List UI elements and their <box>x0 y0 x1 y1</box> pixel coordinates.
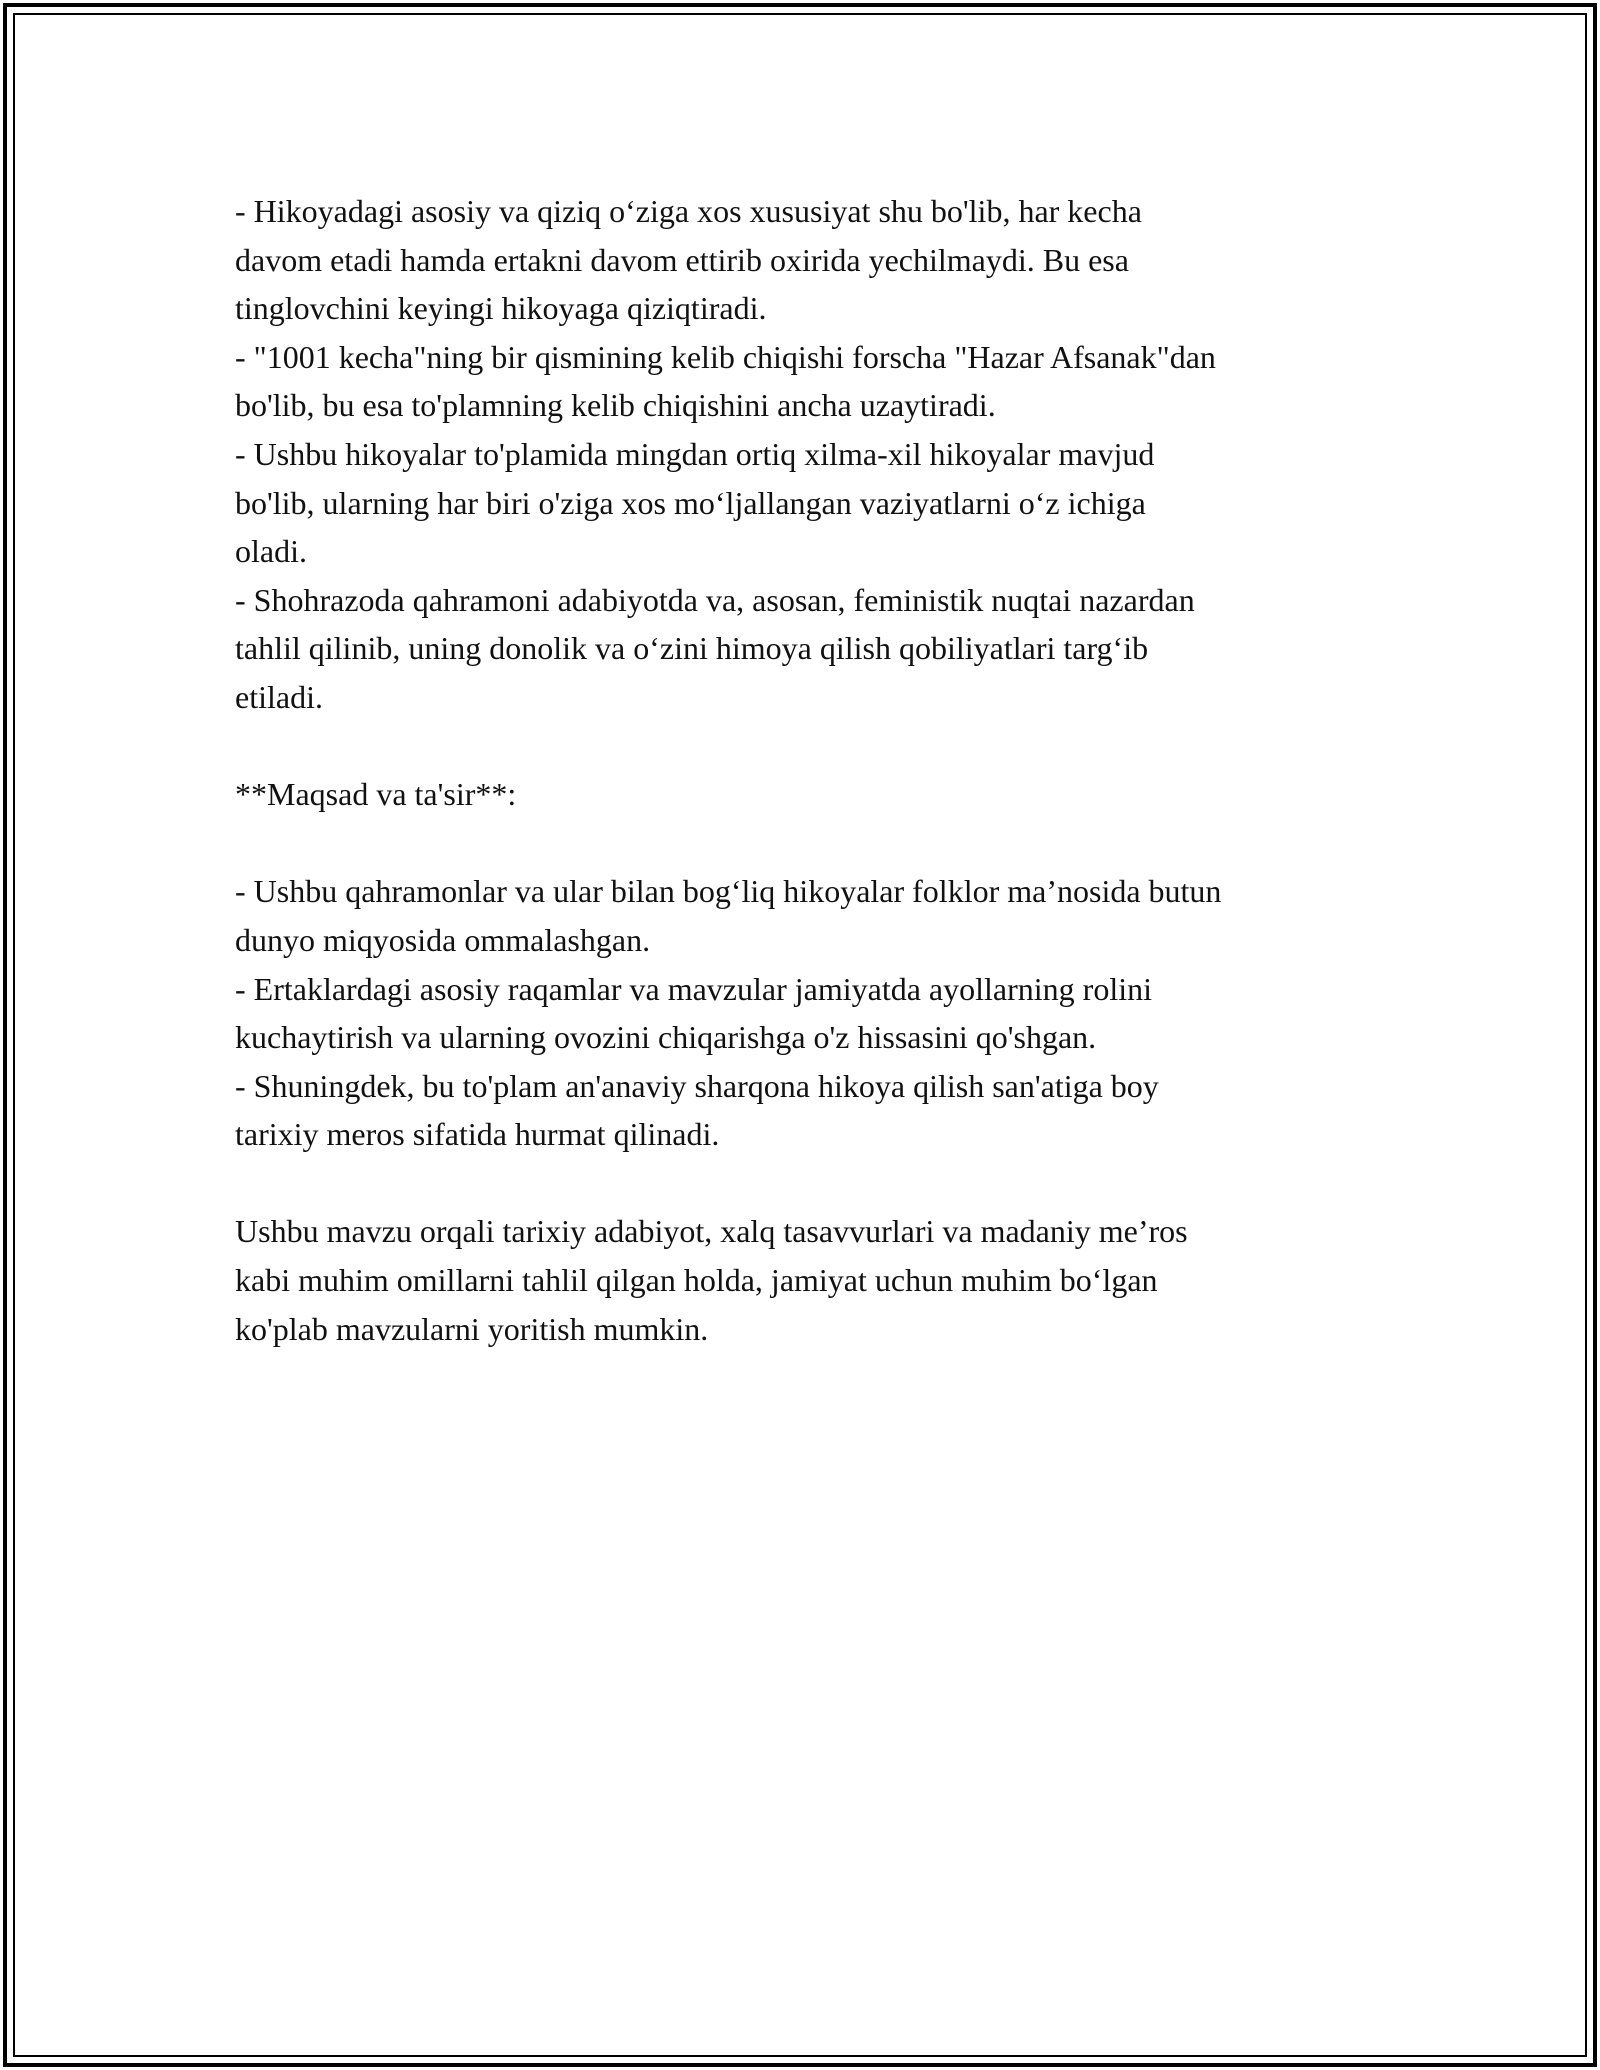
text-line: kuchaytirish va ularning ovozini chiqarishga o'z hissasini qo'shgan. <box>235 1019 1097 1056</box>
text-line: ko'plab mavzularni yoritish mumkin. <box>235 1310 709 1347</box>
section-heading <box>235 770 1375 819</box>
text-line: - Shohrazoda qahramoni adabiyotda va, asosan, feministik nuqtai nazardan <box>235 581 1195 618</box>
text-line: - "1001 kecha"ning bir qismining kelib chiqishi forscha "Hazar Afsanak"dan <box>235 338 1216 375</box>
text-line: oladi. <box>235 533 307 570</box>
text-line: - Ushbu qahramonlar va ular bilan bog‘liq hikoyalar folklor ma’nosida butun <box>235 873 1222 910</box>
text-line: tahlil qilinib, uning donolik va o‘zini himoya qilish qobiliyatlari targ‘ib <box>235 630 1149 667</box>
blank-line <box>235 819 1375 868</box>
text-line: dunyo miqyosida ommalashgan. <box>235 921 651 958</box>
text-line: davom etadi hamda ertakni davom ettirib oxirida yechilmaydi. Bu esa <box>235 241 1129 278</box>
text-line: tinglovchini keyingi hikoyaga qiziqtiradi. <box>235 290 767 327</box>
blank-line <box>235 722 1375 771</box>
paragraph-conclusion <box>235 1207 1375 1353</box>
text-line: etiladi. <box>235 678 323 715</box>
text-line: Ushbu mavzu orqali tarixiy adabiyot, xalq tasavvurlari va madaniy me’ros <box>235 1213 1188 1250</box>
paragraph-impact <box>235 867 1375 1159</box>
text-line: - Ertaklardagi asosiy raqamlar va mavzular jamiyatda ayollarning rolini <box>235 970 1152 1007</box>
text-line: tarixiy meros sifatida hurmat qilinadi. <box>235 1116 720 1153</box>
heading-line: **Maqsad va ta'sir**: <box>235 776 517 813</box>
text-line: kabi muhim omillarni tahlil qilgan holda, jamiyat uchun muhim bo‘lgan <box>235 1262 1158 1299</box>
paragraph-features <box>235 187 1375 722</box>
text-line: - Hikoyadagi asosiy va qiziq o‘ziga xos xususiyat shu bo'lib, har kecha <box>235 193 1142 229</box>
text-line: - Shuningdek, bu to'plam an'anaviy sharqona hikoya qilish san'atiga boy <box>235 1067 1159 1104</box>
blank-line <box>235 1159 1375 1208</box>
text-line: - Ushbu hikoyalar to'plamida mingdan ortiq xilma-xil hikoyalar mavjud <box>235 435 1155 472</box>
text-line: bo'lib, ularning har biri o'ziga xos mo‘ljallangan vaziyatlarni o‘z ichiga <box>235 484 1146 521</box>
text-line: bo'lib, bu esa to'plamning kelib chiqishini ancha uzaytiradi. <box>235 387 996 424</box>
document-body <box>235 187 1375 1353</box>
